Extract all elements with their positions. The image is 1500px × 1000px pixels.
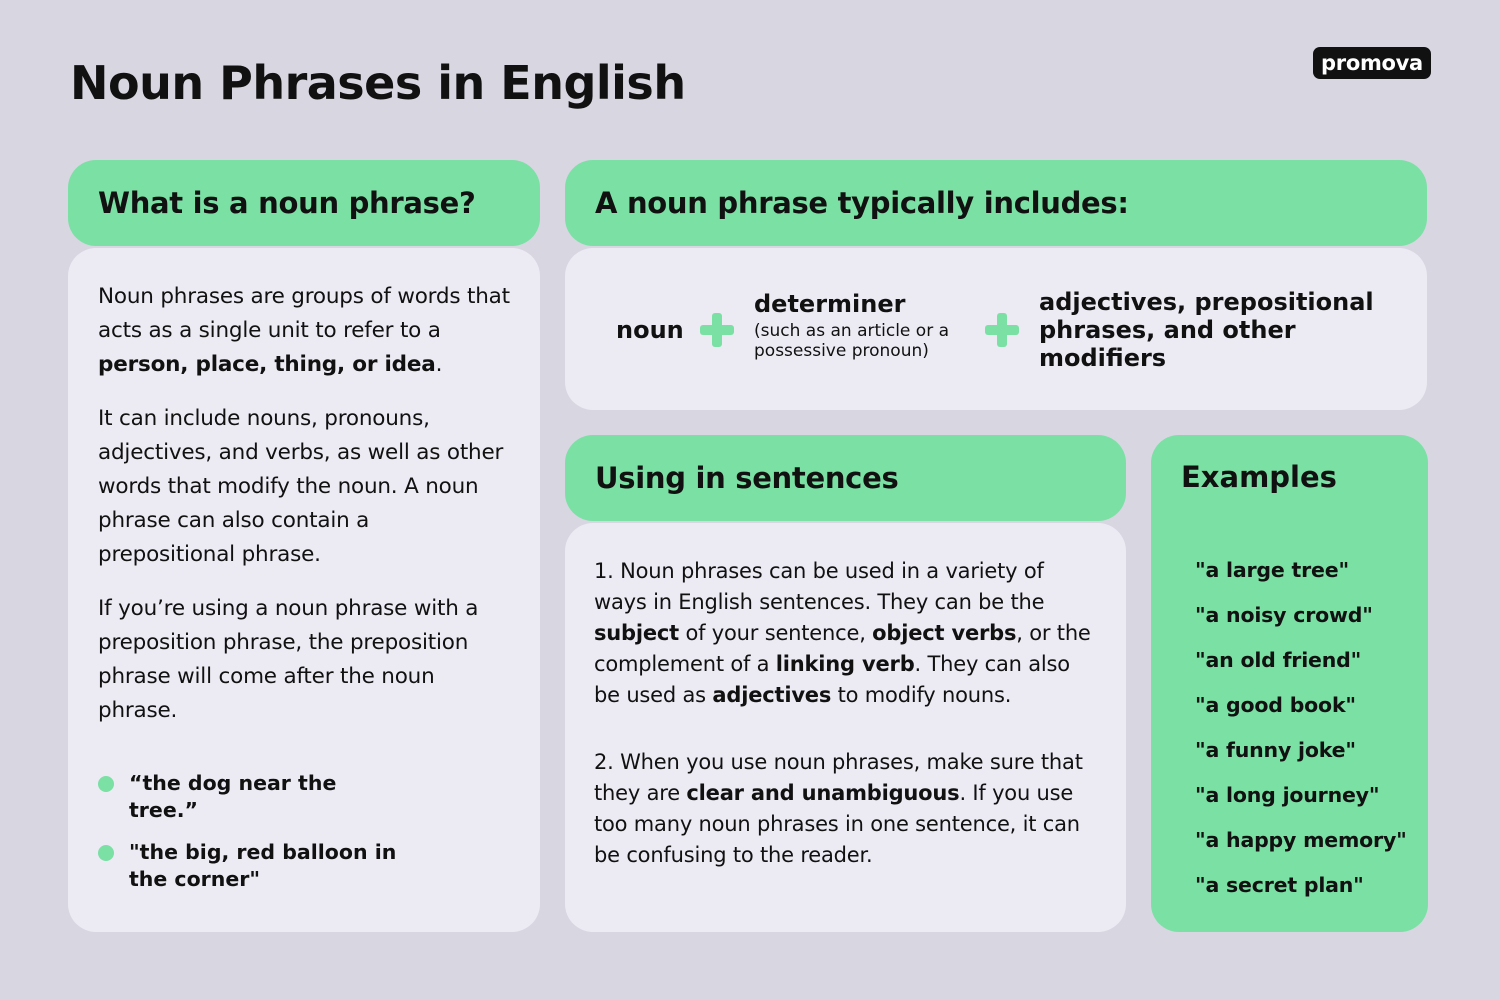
examples-list — [1195, 556, 1407, 916]
page-title: Noun Phrases in English — [70, 56, 686, 110]
example-item: "a noisy crowd" — [1195, 603, 1373, 627]
plus-icon — [985, 313, 1019, 347]
plus-icon — [700, 313, 734, 347]
using-paragraph-1: 1. Noun phrases can be used in a variety of ways in English sentences. They can be the subject of your sentence, object verbs, or the complement of a linking verb. They can also be used as adjectives to modify nouns. — [594, 559, 1091, 707]
bullet-dot-icon — [98, 776, 114, 792]
using-paragraph-2: 2. When you use noun phrases, make sure that they are clear and unambiguous. If you use too many noun phrases in one sentence, it can be confusing to the reader. — [594, 750, 1083, 867]
determiner-note: (such as an article or a possessive pronoun) — [754, 321, 950, 361]
promova-logo: promova — [1313, 47, 1431, 79]
includes-card — [565, 248, 1427, 410]
what-emphasis: person, place, thing, or idea — [98, 352, 436, 377]
what-card — [68, 248, 540, 932]
determiner-label: determiner — [754, 290, 906, 318]
what-paragraph-2: It can include nouns, pronouns, adjectives, and verbs, as well as other words that modify the noun. A noun phrase can also contain a prepositional phrase. — [98, 406, 504, 567]
example-item: "an old friend" — [1195, 648, 1362, 672]
bullet-dot-icon — [98, 845, 114, 861]
examples-card — [1151, 435, 1428, 932]
using-card — [565, 523, 1126, 932]
what-paragraph-1: Noun phrases are groups of words that acts as a single unit to refer to a person, place, thing, or idea. — [98, 284, 510, 377]
example-item: "a large tree" — [1195, 558, 1349, 582]
example-item: "a secret plan" — [1195, 873, 1364, 897]
example-item: "a happy memory" — [1195, 828, 1407, 852]
formula-modifiers: adjectives, prepositional phrases, and other modifiers — [1039, 288, 1374, 372]
using-heading: Using in sentences — [565, 435, 1126, 521]
formula-determiner — [754, 290, 979, 361]
example-bullet-text: “the dog near the tree.” — [129, 771, 337, 822]
example-bullet — [98, 839, 510, 893]
includes-heading: A noun phrase typically includes: — [565, 160, 1427, 246]
formula-noun: noun — [616, 316, 684, 344]
what-heading: What is a noun phrase? — [68, 160, 540, 246]
example-item: "a long journey" — [1195, 783, 1380, 807]
example-item: "a good book" — [1195, 693, 1356, 717]
example-item: "a funny joke" — [1195, 738, 1356, 762]
example-bullet-text: "the big, red balloon in the corner" — [129, 840, 397, 891]
examples-heading: Examples — [1181, 460, 1337, 494]
example-bullet — [98, 770, 510, 824]
what-paragraph-3: If you’re using a noun phrase with a preposition phrase, the preposition phrase will come after the noun phrase. — [98, 596, 479, 723]
